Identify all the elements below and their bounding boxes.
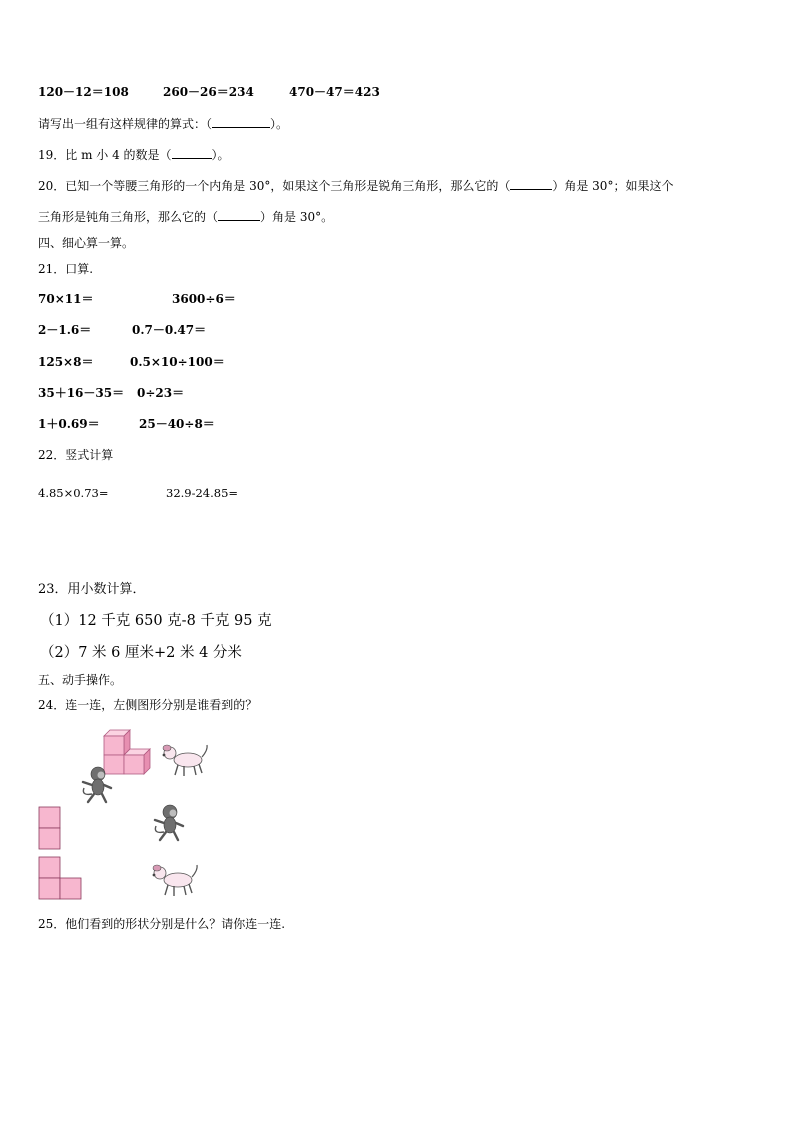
section-5-heading: 五、动手操作。 [38,673,123,687]
dog-icon [160,740,210,778]
view-option-l-shape[interactable] [38,856,84,902]
calc-item: 0÷23＝ [137,386,185,400]
calc-item: 35＋16－35＝ [38,386,125,400]
monkey-icon[interactable] [150,804,190,842]
dog-icon[interactable] [150,860,200,898]
section-4-heading: 四、细心算一算。 [38,236,135,250]
q22-title: 22．竖式计算 [38,448,114,462]
q20-line1: 20．已知一个等腰三角形的一个内角是 30°，如果这个三角形是锐角三角形，那么它的（ ）角是 30°；如果这个 [38,179,674,193]
q21-title: 21．口算. [38,262,94,276]
q22-item-b: 32.9-24.85= [166,486,239,500]
equation-3: 470－47＝423 [289,85,380,99]
q20-line2: 三角形是钝角三角形，那么它的（ ）角是 30°。 [38,210,334,224]
q18-prompt: 请写出一组有这样规律的算式：（ ）。 [38,117,289,131]
answer-blank[interactable] [172,146,212,159]
calc-item: 70×11＝ [38,292,94,306]
answer-blank[interactable] [218,208,260,221]
calc-item: 25－40÷8＝ [139,417,215,431]
q23-title: 23．用小数计算． [38,582,146,597]
q23-part-1: （1）12 千克 650 克-8 千克 95 克 [40,613,272,629]
answer-blank[interactable] [212,115,270,128]
equation-1: 120－12＝108 [38,85,129,99]
calc-item: 3600÷6＝ [172,292,236,306]
calc-item: 1＋0.69＝ [38,417,100,431]
q19: 19．比 m 小 4 的数是（ ）。 [38,148,230,162]
calc-item: 0.7－0.47＝ [132,323,207,337]
calc-item: 2－1.6＝ [38,323,92,337]
calc-item: 0.5×10÷100＝ [130,355,225,369]
answer-blank[interactable] [510,177,552,190]
equation-2: 260－26＝234 [163,85,254,99]
view-option-column[interactable] [38,806,64,850]
q24-title: 24．连一连，左侧图形分别是谁看到的？ [38,698,258,712]
calc-item: 125×8＝ [38,355,94,369]
q22-item-a: 4.85×0.73= [38,486,109,500]
monkey-icon [78,766,118,804]
q23-part-2: （2）7 米 6 厘米+2 米 4 分米 [40,645,242,661]
q25-title: 25．他们看到的形状分别是什么？请你连一连. [38,917,286,931]
